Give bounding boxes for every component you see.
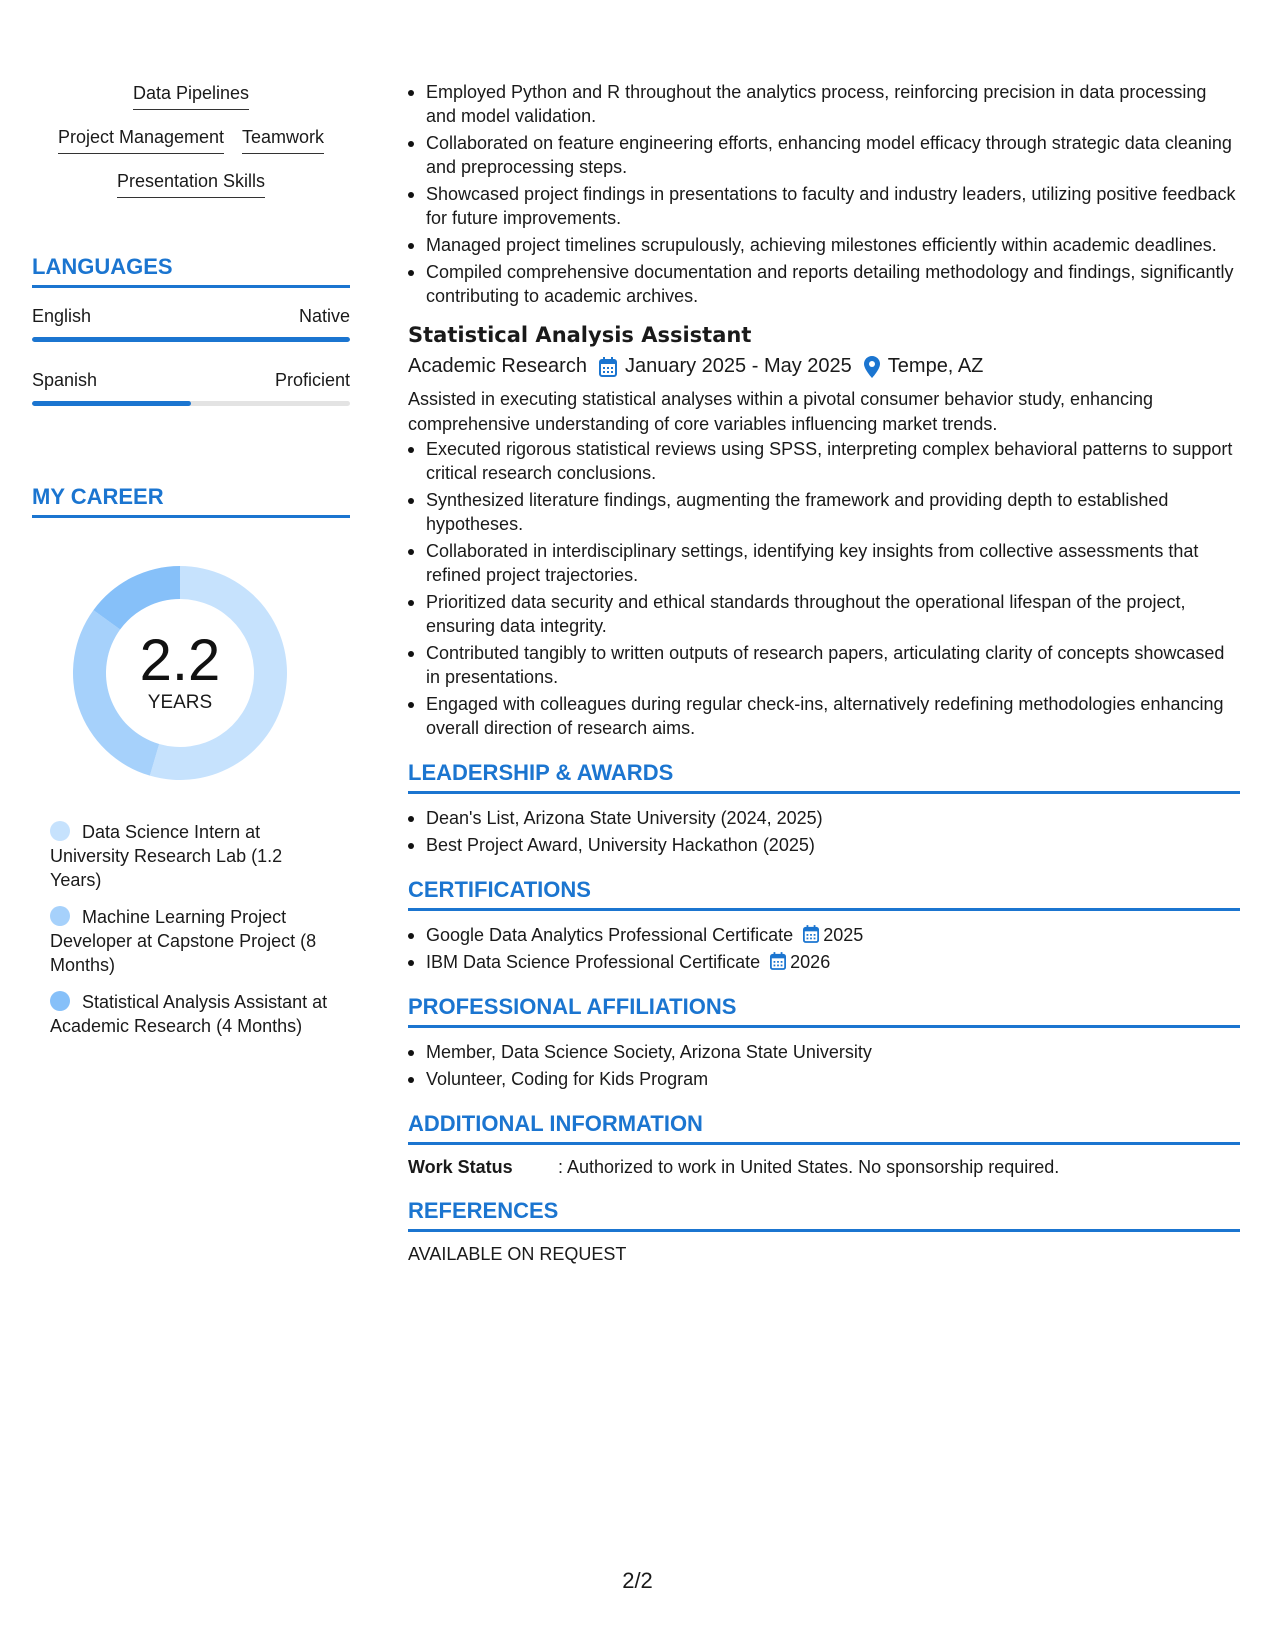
- page-number: 2/2: [622, 1568, 653, 1593]
- job-bullet: Contributed tangibly to written outputs of research papers, articulating clarity of concepts showcased in presentations.: [408, 641, 1240, 689]
- job-bullet: Showcased project findings in presentations to faculty and industry leaders, utilizing positive feedback for future improvements.: [408, 182, 1240, 230]
- job-location: Tempe, AZ: [887, 355, 984, 377]
- language-item-spanish: [32, 370, 350, 406]
- skill-tag: Project Management: [58, 124, 224, 154]
- award-item: Dean's List, Arizona State University (2024, 2025): [408, 806, 1240, 830]
- languages-title: LANGUAGES: [32, 254, 350, 288]
- legend-label: Machine Learning Project Developer at Capstone Project (8 Months): [50, 907, 317, 975]
- certification-name: Google Data Analytics Professional Certificate: [426, 925, 794, 945]
- job-bullet: Collaborated on feature engineering efforts, enhancing model efficacy through strategic data cleaning and preprocessing steps.: [408, 131, 1240, 179]
- calendar-icon: [803, 925, 819, 943]
- job-title: Statistical Analysis Assistant: [408, 323, 752, 347]
- additional-info-section: [408, 1111, 1240, 1178]
- legend-dot: [50, 821, 70, 841]
- leadership-title: LEADERSHIP & AWARDS: [408, 760, 1240, 794]
- legend-item: [50, 820, 335, 892]
- affiliation-item: Volunteer, Coding for Kids Program: [408, 1067, 1240, 1091]
- location-pin-icon: [864, 356, 880, 378]
- job-bullet: Engaged with colleagues during regular check-ins, alternatively redefining methodologies enhancing overall direction of research aims.: [408, 692, 1240, 740]
- certifications-section: [408, 877, 1240, 974]
- language-bar-fill: [32, 337, 350, 342]
- legend-label: Data Science Intern at University Research Lab (1.2 Years): [50, 822, 283, 890]
- career-total-unit: YEARS: [147, 692, 213, 713]
- work-status-row: [408, 1157, 1240, 1178]
- affiliations-section: [408, 994, 1240, 1091]
- legend-item: [50, 990, 335, 1038]
- job-bullet: Executed rigorous statistical reviews using SPSS, interpreting complex behavioral patterns to support critical research conclusions.: [408, 437, 1240, 485]
- certifications-title: CERTIFICATIONS: [408, 877, 1240, 911]
- career-donut-chart: [67, 560, 293, 786]
- work-status-value: : Authorized to work in United States. No sponsorship required.: [558, 1157, 1060, 1177]
- award-item: Best Project Award, University Hackathon (2025): [408, 833, 1240, 857]
- language-level: Native: [298, 306, 350, 326]
- certification-item: [408, 950, 1240, 974]
- job-bullet: Managed project timelines scrupulously, achieving milestones efficiently within academic deadlines.: [408, 233, 1240, 257]
- affiliations-list: [408, 1040, 1240, 1091]
- job-bullet: Synthesized literature findings, augmenting the framework and providing depth to established hypotheses.: [408, 488, 1240, 536]
- previous-job-bullets: [408, 80, 1240, 308]
- donut-center: [67, 560, 293, 786]
- language-bar: [32, 401, 350, 406]
- legend-dot: [50, 991, 70, 1011]
- language-name: English: [32, 306, 92, 326]
- references-text: AVAILABLE ON REQUEST: [408, 1244, 627, 1264]
- language-bar: [32, 337, 350, 342]
- references-title: REFERENCES: [408, 1198, 1240, 1232]
- skills-list: [32, 80, 350, 198]
- left-column: [32, 80, 350, 1051]
- job-company: Academic Research: [408, 355, 587, 377]
- career-title: MY CAREER: [32, 484, 350, 518]
- language-item-english: [32, 306, 350, 342]
- affiliation-item: Member, Data Science Society, Arizona State University: [408, 1040, 1240, 1064]
- language-level: Proficient: [274, 370, 350, 390]
- job-bullets: [408, 437, 1240, 740]
- legend-label: Statistical Analysis Assistant at Academic Research (4 Months): [50, 992, 328, 1036]
- skill-tag: Data Pipelines: [133, 80, 249, 110]
- skill-tag: Presentation Skills: [117, 168, 265, 198]
- references-section: [408, 1198, 1240, 1265]
- skill-tag: Teamwork: [242, 124, 324, 154]
- leadership-list: [408, 806, 1240, 857]
- career-legend: [50, 820, 335, 1038]
- affiliations-title: PROFESSIONAL AFFILIATIONS: [408, 994, 1240, 1028]
- calendar-icon: [599, 357, 617, 377]
- job-description: Assisted in executing statistical analyses within a pivotal consumer behavior study, enhancing comprehensive understanding of core variables influencing market trends.: [408, 389, 1154, 434]
- certifications-list: [408, 923, 1240, 974]
- legend-item: [50, 905, 335, 977]
- additional-info-title: ADDITIONAL INFORMATION: [408, 1111, 1240, 1145]
- leadership-section: [408, 760, 1240, 857]
- job-bullet: Prioritized data security and ethical standards throughout the operational lifespan of the project, ensuring data integrity.: [408, 590, 1240, 638]
- legend-dot: [50, 906, 70, 926]
- job-bullet: Compiled comprehensive documentation and reports detailing methodology and findings, significantly contributing to academic archives.: [408, 260, 1240, 308]
- certification-year: 2026: [790, 952, 831, 972]
- job-dates: January 2025 - May 2025: [624, 355, 852, 377]
- certification-name: IBM Data Science Professional Certificate: [426, 952, 761, 972]
- job-meta: [408, 355, 1240, 378]
- certification-year: 2025: [823, 925, 864, 945]
- work-status-label: Work Status: [408, 1157, 513, 1177]
- job-bullet: Employed Python and R throughout the analytics process, reinforcing precision in data processing and model validation.: [408, 80, 1240, 128]
- job-bullet: Collaborated in interdisciplinary settings, identifying key insights from collective assessments that refined project trajectories.: [408, 539, 1240, 587]
- right-column: [408, 80, 1240, 1265]
- language-bar-fill: [32, 401, 191, 406]
- career-total-value: 2.2: [139, 628, 221, 693]
- certification-item: [408, 923, 1240, 947]
- language-name: Spanish: [32, 370, 98, 390]
- calendar-icon: [770, 952, 786, 970]
